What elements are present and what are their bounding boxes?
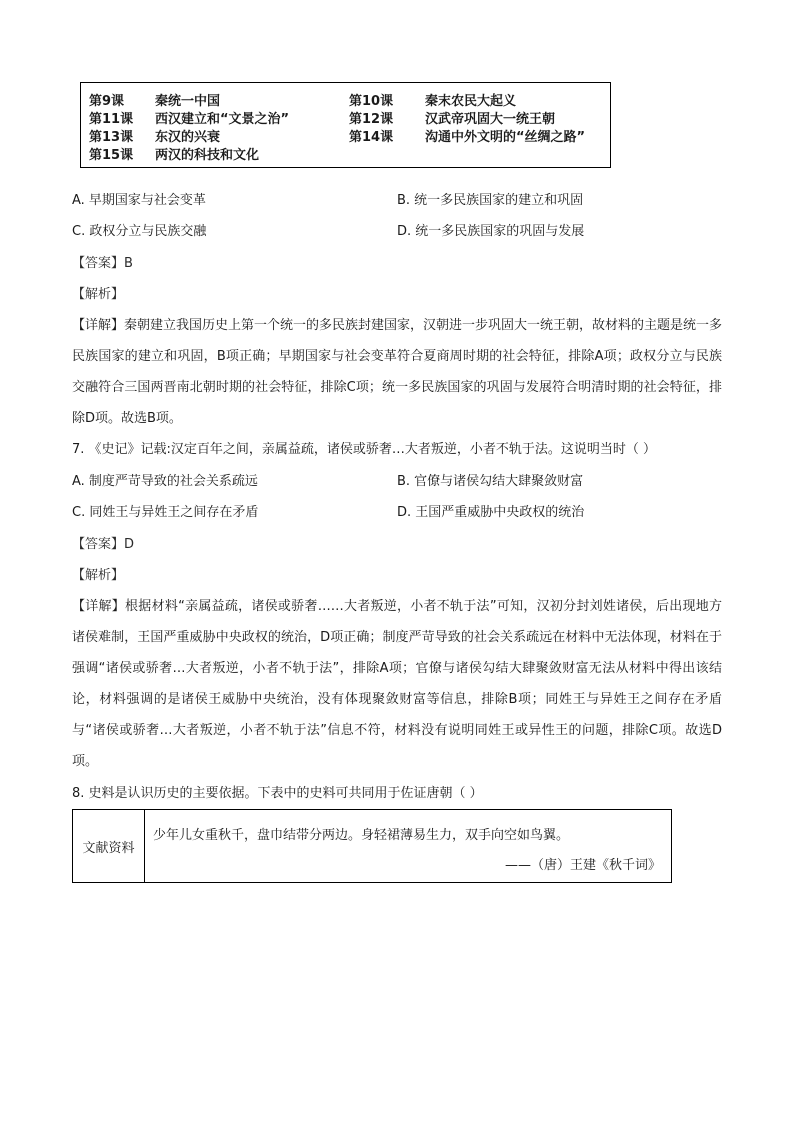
q7-analysis-heading: 【解析】 [72,568,125,583]
q7-detail: 【详解】根据材料“亲属益疏，诸侯或骄奢……大者叛逆，小者不轨于法”可知，汉初分封刘姓诸侯，后出现地方诸侯难制，王国严重威胁中央政权的统治，D项正确；制度严苛导致的社会关系疏远在材料中无法体现，材料在于强调“诸侯或骄奢…大者叛逆，小者不轨于法”，排除A项；官僚与诸侯勾结大肆聚敛财富无法从材料中得出该结论，材料强调的是诸侯王威胁中央统治，没有体现聚敛财富等信息，排除B项；同姓王与异姓王之间存在矛盾与“诸侯或骄奢…大者叛逆，小者不轨于法”信息不符，材料没有说明同姓王或异性王的问题，排除C项。故选D项。 [72,599,722,769]
q7-option-a: A. 制度严苛导致的社会关系疏远 [72,474,258,489]
q6-answer: 【答案】B [72,256,133,271]
q6-option-d: D. 统一多民族国家的巩固与发展 [397,224,585,239]
lesson-number: 第10课 [349,94,394,109]
q7-option-c: C. 同姓王与异姓王之间存在矛盾 [72,505,259,520]
q6-option-a: A. 早期国家与社会变革 [72,193,206,208]
source-table [72,809,672,883]
q6-option-c: C. 政权分立与民族交融 [72,224,207,239]
lesson-title: 两汉的科技和文化 [155,148,260,163]
q7-option-d: D. 王国严重威胁中央政权的统治 [397,505,585,520]
lesson-title: 沟通中外文明的“丝绸之路” [425,130,586,145]
lesson-number: 第13课 [89,130,134,145]
lessons-box [80,82,611,168]
q6-detail: 【详解】秦朝建立我国历史上第一个统一的多民族封建国家，汉朝进一步巩固大一统王朝，故材料的主题是统一多民族国家的建立和巩固，B项正确；早期国家与社会变革符合夏商周时期的社会特征，排除A项；政权分立与民族交融符合三国两晋南北朝时期的社会特征，排除C项；统一多民族国家的巩固与发展符合明清时期的社会特征，排除D项。故选B项。 [72,318,723,426]
lesson-number: 第12课 [349,112,394,127]
lesson-title: 西汉建立和“文景之治” [155,112,290,127]
q6-option-b: B. 统一多民族国家的建立和巩固 [397,193,584,208]
q7-answer: 【答案】D [72,537,135,552]
lesson-number: 第15课 [89,148,134,163]
lesson-title: 秦统一中国 [155,94,221,109]
q7-stem: 7. 《史记》记载:汉定百年之间，亲属益疏，诸侯或骄奢…大者叛逆，小者不轨于法。这说明当时（ ） [72,442,657,457]
q6-analysis-heading: 【解析】 [72,287,125,302]
lesson-number: 第9课 [89,94,125,109]
q7-option-b: B. 官僚与诸侯勾结大肆聚敛财富 [397,474,584,489]
lesson-number: 第14课 [349,130,394,145]
lesson-number: 第11课 [89,112,134,127]
lesson-title: 汉武帝巩固大一统王朝 [425,112,556,127]
q8-stem: 8. 史料是认识历史的主要依据。下表中的史料可共同用于佐证唐朝（ ） [72,786,483,801]
poem-text: 少年儿女重秋千，盘巾结带分两边。身轻裙薄易生力，双手向空如鸟翼。 [153,828,570,843]
poem-citation: ——（唐）王建《秋千词》 [504,858,661,873]
lesson-title: 秦末农民大起义 [425,94,517,109]
source-table-label: 文献资料 [73,810,145,882]
lesson-title: 东汉的兴衰 [155,130,221,145]
